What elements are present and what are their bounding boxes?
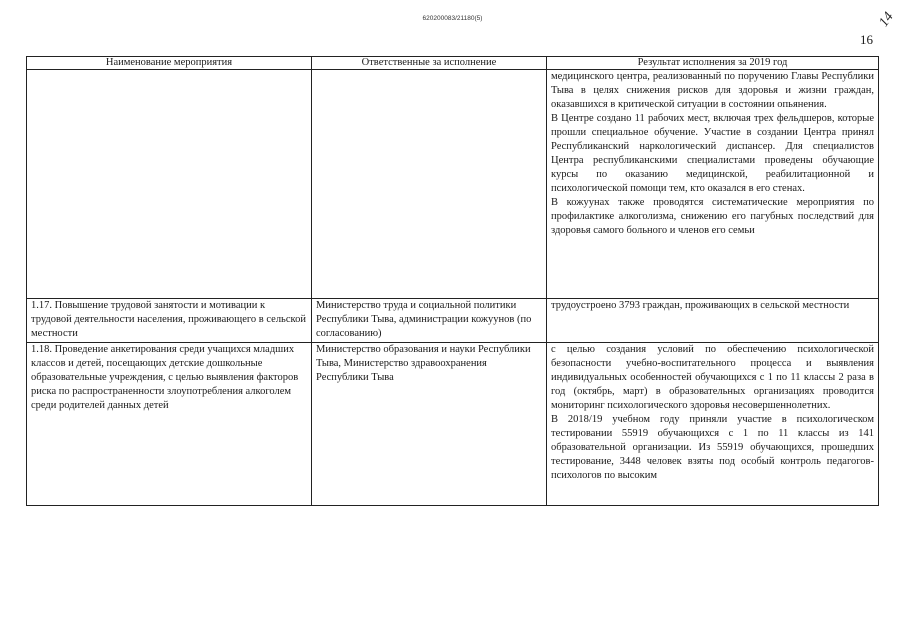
result-paragraph: В Центре создано 11 рабочих мест, включая трех фельдшеров, которые прошли специальное обучение. Участие в создании Центра принял Республиканский наркологический диспансер. Для специалистов Центра республиканскими специалистами проведены обучающие курсы по оказанию медицинской, реабилитационной и психологической помощи тем, кто оказался в его стенах. (551, 113, 874, 194)
table-row (27, 70, 879, 299)
result-paragraph: В кожуунах также проводятся систематические мероприятия по профилактике алкоголизма, снижению его пагубных последствий для здоровья самого больного и членов его семьи (551, 197, 874, 236)
column-header-responsible: Ответственные за исполнение (312, 57, 547, 70)
page-number: 16 (860, 32, 873, 47)
result-paragraph: В 2018/19 учебном году приняли участие в психологическом тестировании 55919 обучающихся с 1 по 11 классы из 141 образовательной организации. Из 55919 обучающихся, прошедших тестирование, 3448 человек взяты под особый контроль педагогов-психологов по высоким (551, 414, 874, 481)
handwritten-page-mark: 14 (876, 9, 897, 30)
measure-name-cell: 1.17. Повышение трудовой занятости и мотивации к трудовой деятельности населения, проживающего в сельской местности (27, 299, 312, 343)
responsible-cell: Министерство образования и науки Республики Тыва, Министерство здравоохранения Республики Тыва (312, 343, 547, 506)
table-header-row (27, 57, 879, 70)
table-row (27, 299, 879, 343)
measure-name-cell (27, 70, 312, 299)
responsible-cell (312, 70, 547, 299)
result-paragraph: с целью создания условий по обеспечению психологической безопасности учебно-воспитательного процесса и выявления индивидуальных особенностей обучающихся с 1 по 11 классы 2 раза в год (октябрь, март) в образовательных организациях проводится мониторинг психологического здоровья несовершеннолетних. (551, 344, 874, 411)
result-cell (547, 299, 879, 343)
column-header-name: Наименование мероприятия (27, 57, 312, 70)
result-paragraph: трудоустроено 3793 граждан, проживающих в сельской местности (551, 300, 850, 311)
column-header-result: Результат исполнения за 2019 год (547, 57, 879, 70)
result-cell (547, 343, 879, 506)
document-id: 620200083/21180(5) (422, 15, 483, 22)
table-row (27, 343, 879, 506)
measure-name-cell: 1.18. Проведение анкетирования среди учащихся младших классов и детей, посещающих детские дошкольные образовательные учреждения, с целью выявления факторов риска по распространенности злоупотребления алкоголем среди родителей данных детей (27, 343, 312, 506)
result-cell (547, 70, 879, 299)
measures-table (26, 56, 879, 506)
responsible-cell: Министерство труда и социальной политики Республики Тыва, администрации кожуунов (по согласованию) (312, 299, 547, 343)
result-paragraph: медицинского центра, реализованный по поручению Главы Республики Тыва в целях снижения рисков для здоровья и жизни граждан, оказавшихся в критической ситуации в состоянии опьянения. (551, 71, 874, 110)
